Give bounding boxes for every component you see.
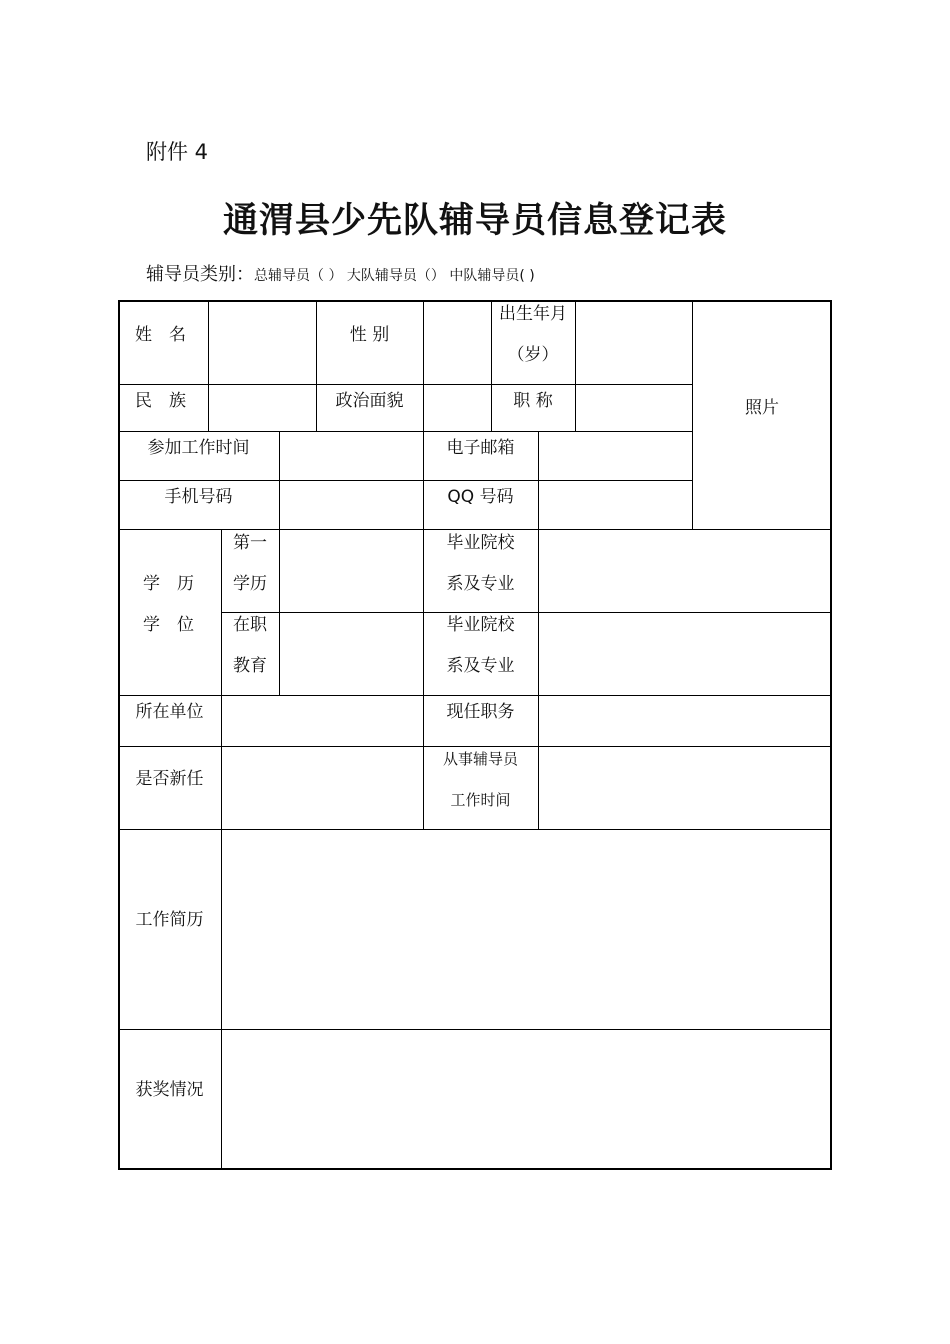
counselor-time-label-line2: 工作时间 [450,791,511,809]
resume-field[interactable] [222,830,831,1029]
inservice-school-field[interactable] [539,613,831,695]
email-field[interactable] [539,432,692,480]
ethnicity-label: 民 族 [135,391,186,411]
political-label: 政治面貌 [335,391,404,411]
education-label-line2: 学 位 [143,615,194,635]
qq-field[interactable] [539,481,692,529]
birth-field[interactable] [576,301,692,384]
new-field[interactable] [222,747,423,829]
birth-label-line1: 出生年月 [499,304,567,324]
ethnicity-field[interactable] [209,385,316,431]
attachment-label: 附件 4 [146,140,209,164]
name-field[interactable] [209,301,316,384]
school-major-field[interactable] [539,530,831,612]
category-label: 辅导员类别： [146,264,254,285]
awards-label: 获奖情况 [135,1080,204,1100]
unit-field[interactable] [222,696,423,746]
inservice-school-label-line2: 系及专业 [446,656,515,676]
education-label-line1: 学 历 [143,574,194,594]
gender-field[interactable] [424,301,491,384]
inservice-field[interactable] [280,613,423,695]
first-degree-field[interactable] [280,530,423,612]
school-major-label-line1: 毕业院校 [446,533,515,553]
birth-label-line2: （岁） [507,345,559,365]
qq-label: QQ 号码 [447,487,514,507]
position-field[interactable] [539,696,831,746]
name-label: 姓 名 [135,325,186,345]
resume-label: 工作简历 [135,910,204,930]
work-start-label: 参加工作时间 [147,438,250,458]
inservice-label-line2: 教育 [233,656,267,676]
counselor-time-label-line1: 从事辅导员 [442,750,518,768]
unit-label: 所在单位 [135,702,204,722]
inservice-school-label-line1: 毕业院校 [446,615,515,635]
counselor-time-field[interactable] [539,747,831,829]
new-label: 是否新任 [135,769,204,789]
phone-label: 手机号码 [164,487,233,507]
work-start-field[interactable] [280,432,423,480]
inservice-label-line1: 在职 [233,615,267,635]
political-field[interactable] [424,385,491,431]
category-options[interactable]: 总辅导员（ ） 大队辅导员（） 中队辅导员( ) [254,268,535,284]
title-label: 职 称 [513,391,553,411]
phone-field[interactable] [280,481,423,529]
position-label: 现任职务 [446,702,515,722]
form-title: 通渭县少先队辅导员信息登记表 [222,200,727,241]
school-major-label-line2: 系及专业 [446,574,515,594]
counselor-category [146,260,535,286]
first-degree-label-line2: 学历 [233,574,267,594]
awards-field[interactable] [222,1030,831,1168]
email-label: 电子邮箱 [446,438,515,458]
first-degree-label-line1: 第一 [233,533,267,553]
gender-label: 性 别 [349,325,390,345]
photo-placeholder[interactable]: 照片 [745,398,779,418]
title-field[interactable] [576,385,692,431]
